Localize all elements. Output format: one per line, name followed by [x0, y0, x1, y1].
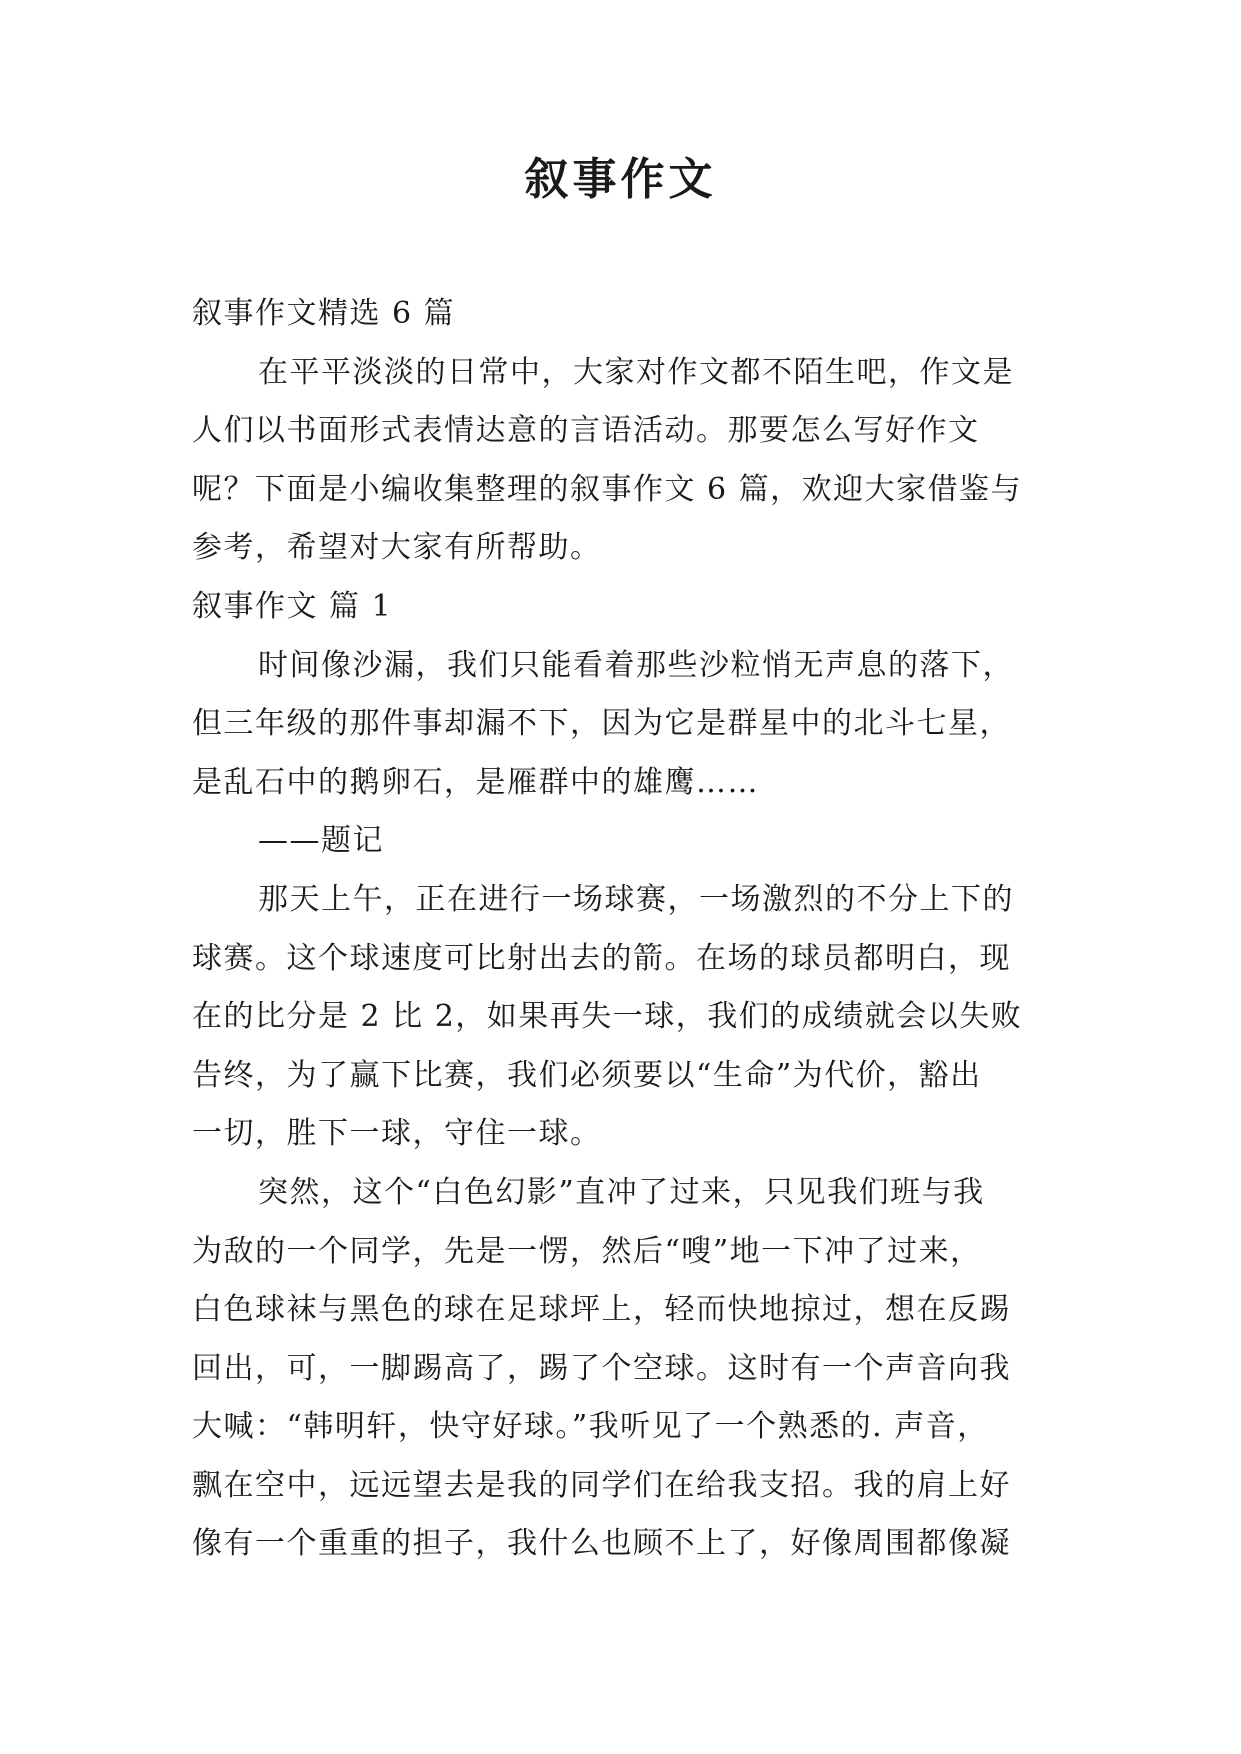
text-line: 叙事作文精选 6 篇	[192, 296, 456, 331]
text-line: 但三年级的那件事却漏不下，因为它是群星中的北斗七星，	[192, 706, 1011, 742]
text-line: 一切，胜下一球，守住一球。	[192, 1116, 602, 1152]
text-line: 飘在空中，远远望去是我的同学们在给我支招。我的肩上好	[192, 1467, 1011, 1503]
epigraph-attribution: ——题记	[258, 823, 384, 859]
text-line: 像有一个重重的担子，我什么也顾不上了，好像周围都像凝	[192, 1526, 1011, 1562]
text-line: 告终，为了赢下比赛，我们必须要以“生命”为代价，豁出	[192, 1057, 982, 1093]
text-line: 时间像沙漏，我们只能看着那些沙粒悄无声息的落下，	[258, 647, 1014, 683]
text-line: 白色球袜与黑色的球在足球坪上，轻而快地掠过，想在反踢	[192, 1292, 1011, 1328]
text-line: 回出，可，一脚踢高了，踢了个空球。这时有一个声音向我	[192, 1350, 1011, 1386]
text-line: 参考，希望对大家有所帮助。	[192, 530, 602, 566]
text-line: 人们以书面形式表情达意的言语活动。那要怎么写好作文	[192, 413, 980, 449]
section-heading: 叙事作文 篇 1	[192, 588, 393, 624]
text-line: 呢？下面是小编收集整理的叙事作文 6 篇，欢迎大家借鉴与	[192, 471, 1023, 507]
text-line: 为敌的一个同学，先是一愣，然后“嗖”地一下冲了过来，	[192, 1233, 982, 1269]
text-line: 那天上午，正在进行一场球赛，一场激烈的不分上下的	[258, 881, 1014, 917]
text-line: 球赛。这个球速度可比射出去的箭。在场的球员都明白，现	[192, 940, 1011, 976]
document-body	[192, 285, 1062, 1574]
text-line: 是乱石中的鹅卵石，是雁群中的雄鹰……	[192, 764, 759, 800]
document-title: 叙事作文	[524, 154, 717, 205]
text-line: 突然，这个“白色幻影”直冲了过来，只见我们班与我	[258, 1174, 985, 1210]
text-line: 在平平淡淡的日常中，大家对作文都不陌生吧，作文是	[258, 354, 1014, 390]
text-line: 大喊：“韩明轩，快守好球。”我听见了一个熟悉的. 声音，	[192, 1409, 989, 1445]
text-line: 在的比分是 2 比 2，如果再失一球，我们的成绩就会以失败	[192, 999, 1023, 1035]
